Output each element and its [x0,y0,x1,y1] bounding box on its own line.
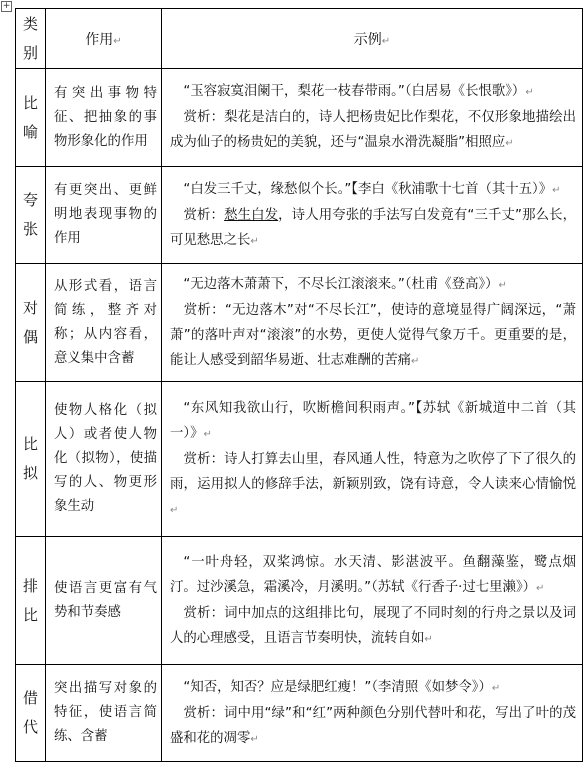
effect-text: 从形式看，语言简练，整齐对称；从内容看，意义集中含蓄 [54,278,157,366]
type-cell [16,537,46,665]
type-char: 夸 [22,191,38,209]
type-cell [16,264,46,382]
table-move-handle-icon[interactable]: + [2,1,11,11]
example-cell [162,167,583,264]
header-effect-label: 作用 [85,31,114,48]
table-row [16,264,583,382]
effect-cell [46,382,162,537]
effect-cell [46,167,162,264]
table-row [16,537,583,665]
paragraph-mark: ↵ [250,235,259,247]
example-analysis [170,203,576,254]
analysis-text: 赏析： [183,207,225,223]
type-char: 比 [22,93,38,112]
effect-text: 有更突出、更鲜明地表现事物的作用 [54,183,157,246]
effect-text: 使语言更富有气势和节奏感 [54,580,157,620]
header-example [162,9,583,69]
type-char: 比 [22,435,38,453]
paragraph-mark: ↵ [552,184,561,196]
analysis-text: 赏析：词中加点的这组排比句，展现了不同时刻的行舟之景以及词人的心理感受，且语言节奏明快，流转自如 [170,605,576,646]
paragraph-mark: ↵ [203,428,212,440]
header-effect [46,9,162,69]
paragraph-mark: ↵ [250,733,259,745]
effect-text: 使物人格化（拟人）或者使人物化（拟物），使描写的人、物更形象生动 [54,403,157,514]
header-example-label: 示例 [353,31,382,48]
paragraph-mark: ↵ [505,138,514,149]
type-cell [16,167,46,264]
paragraph-mark: ↵ [170,504,179,516]
header-type [16,9,46,69]
example-analysis [170,601,576,652]
table-row [16,167,583,264]
effect-cell [46,537,162,665]
rhetoric-table [15,8,583,762]
example-analysis [170,447,576,523]
type-char: 喻 [22,122,38,141]
effect-cell [46,69,162,167]
effect-cell [46,264,162,382]
header-type-char: 别 [22,43,38,62]
example-cell [162,665,583,762]
effect-cell [46,665,162,762]
paragraph-mark: ↵ [424,633,433,645]
paragraph-mark: ↵ [411,355,420,367]
header-type-char: 类 [22,14,38,33]
effect-text: 有突出事物特征、把抽象的事物形象化的作用 [54,85,157,149]
analysis-text: 赏析：词中用“绿”和“红”两种颜色分别代替叶和花，写出了叶的茂盛和花的凋零 [170,705,576,746]
quote-text: “知否，知否？应是绿肥红瘦！”（李清照《如梦令》） [183,679,492,695]
quote-text: “无边落木萧萧下，不尽长江滚滚来。”（杜甫《登高》） [183,276,499,292]
table-row [16,665,583,762]
underlined-phrase: 愁生白发 [224,207,279,223]
type-char: 排 [22,576,38,595]
type-char: 借 [22,689,38,707]
example-quote [170,396,576,447]
type-char: 张 [22,220,38,238]
type-cell [16,665,46,762]
example-cell [162,537,583,665]
analysis-text-cont: ，诗人用夸张的手法写白发竟有“三千丈”那么长，可见愁思之长 [170,207,577,248]
paragraph-mark: ↵ [491,682,501,694]
example-analysis [170,298,576,374]
table-row [16,69,583,167]
analysis-text: 赏析：梨花是洁白的，诗人把杨贵妃比作梨花，不仅形象地描绘出成为仙子的杨贵妃的美貌，还与“温泉水滑洗凝脂”相照应 [170,110,576,150]
example-cell [162,264,583,382]
example-cell [162,69,583,167]
example-analysis [170,105,576,156]
quote-text: “玉容寂寞泪阑干，梨花一枝春带雨。”（白居易《长恨歌》） [183,84,526,99]
paragraph-mark: ↵ [381,35,391,47]
example-cell [162,382,583,537]
type-char: 比 [22,605,38,624]
type-cell [16,382,46,537]
effect-text: 突出描写对象的特征，使语言简练、含蓄 [54,681,157,744]
paragraph-mark: ↵ [525,87,534,98]
quote-text: “东风知我欲山行，吹断檐间积雨声。”【苏轼《新城道中二首（其一）》 [170,400,576,441]
example-analysis [170,701,576,752]
paragraph-mark: ↵ [498,279,507,291]
quote-text: “白发三千丈，缘愁似个长。”【李白《秋浦歌十七首（其十五）》 [183,181,553,197]
analysis-text: 赏析：诗人打算去山里，春风通人性，特意为之吹停了下了很久的雨，运用拟人的修辞手法，新颖别致，饶有诗意，令人读来心情愉悦 [170,451,576,492]
type-char: 代 [22,718,38,736]
example-quote [170,675,576,701]
type-char: 偶 [22,327,38,346]
paragraph-mark: ↵ [113,35,122,47]
type-char: 对 [22,298,38,317]
type-cell [16,69,46,167]
example-quote [170,177,576,203]
example-quote [170,550,576,601]
example-quote [170,272,576,298]
analysis-text: 赏析：“无边落木”对“不尽长江”，使诗的意境显得广阔深远，“萧萧”的落叶声对“滚滚”的水势，更使人觉得气象万千。更重要的是，能让人感受到韶华易逝、壮志难酬的苦痛 [170,302,576,368]
table-row [16,382,583,537]
type-char: 拟 [22,464,38,482]
quote-text: “一叶舟轻，双桨鸿惊。水天清、影湛波平。鱼翻藻鉴，鹭点烟汀。过沙溪急，霜溪冷，月溪明。”（苏轼《行香子·过七里濑》） [170,554,576,595]
paragraph-mark: ↵ [536,582,545,594]
table-header-row [16,9,583,69]
example-quote [170,79,576,105]
